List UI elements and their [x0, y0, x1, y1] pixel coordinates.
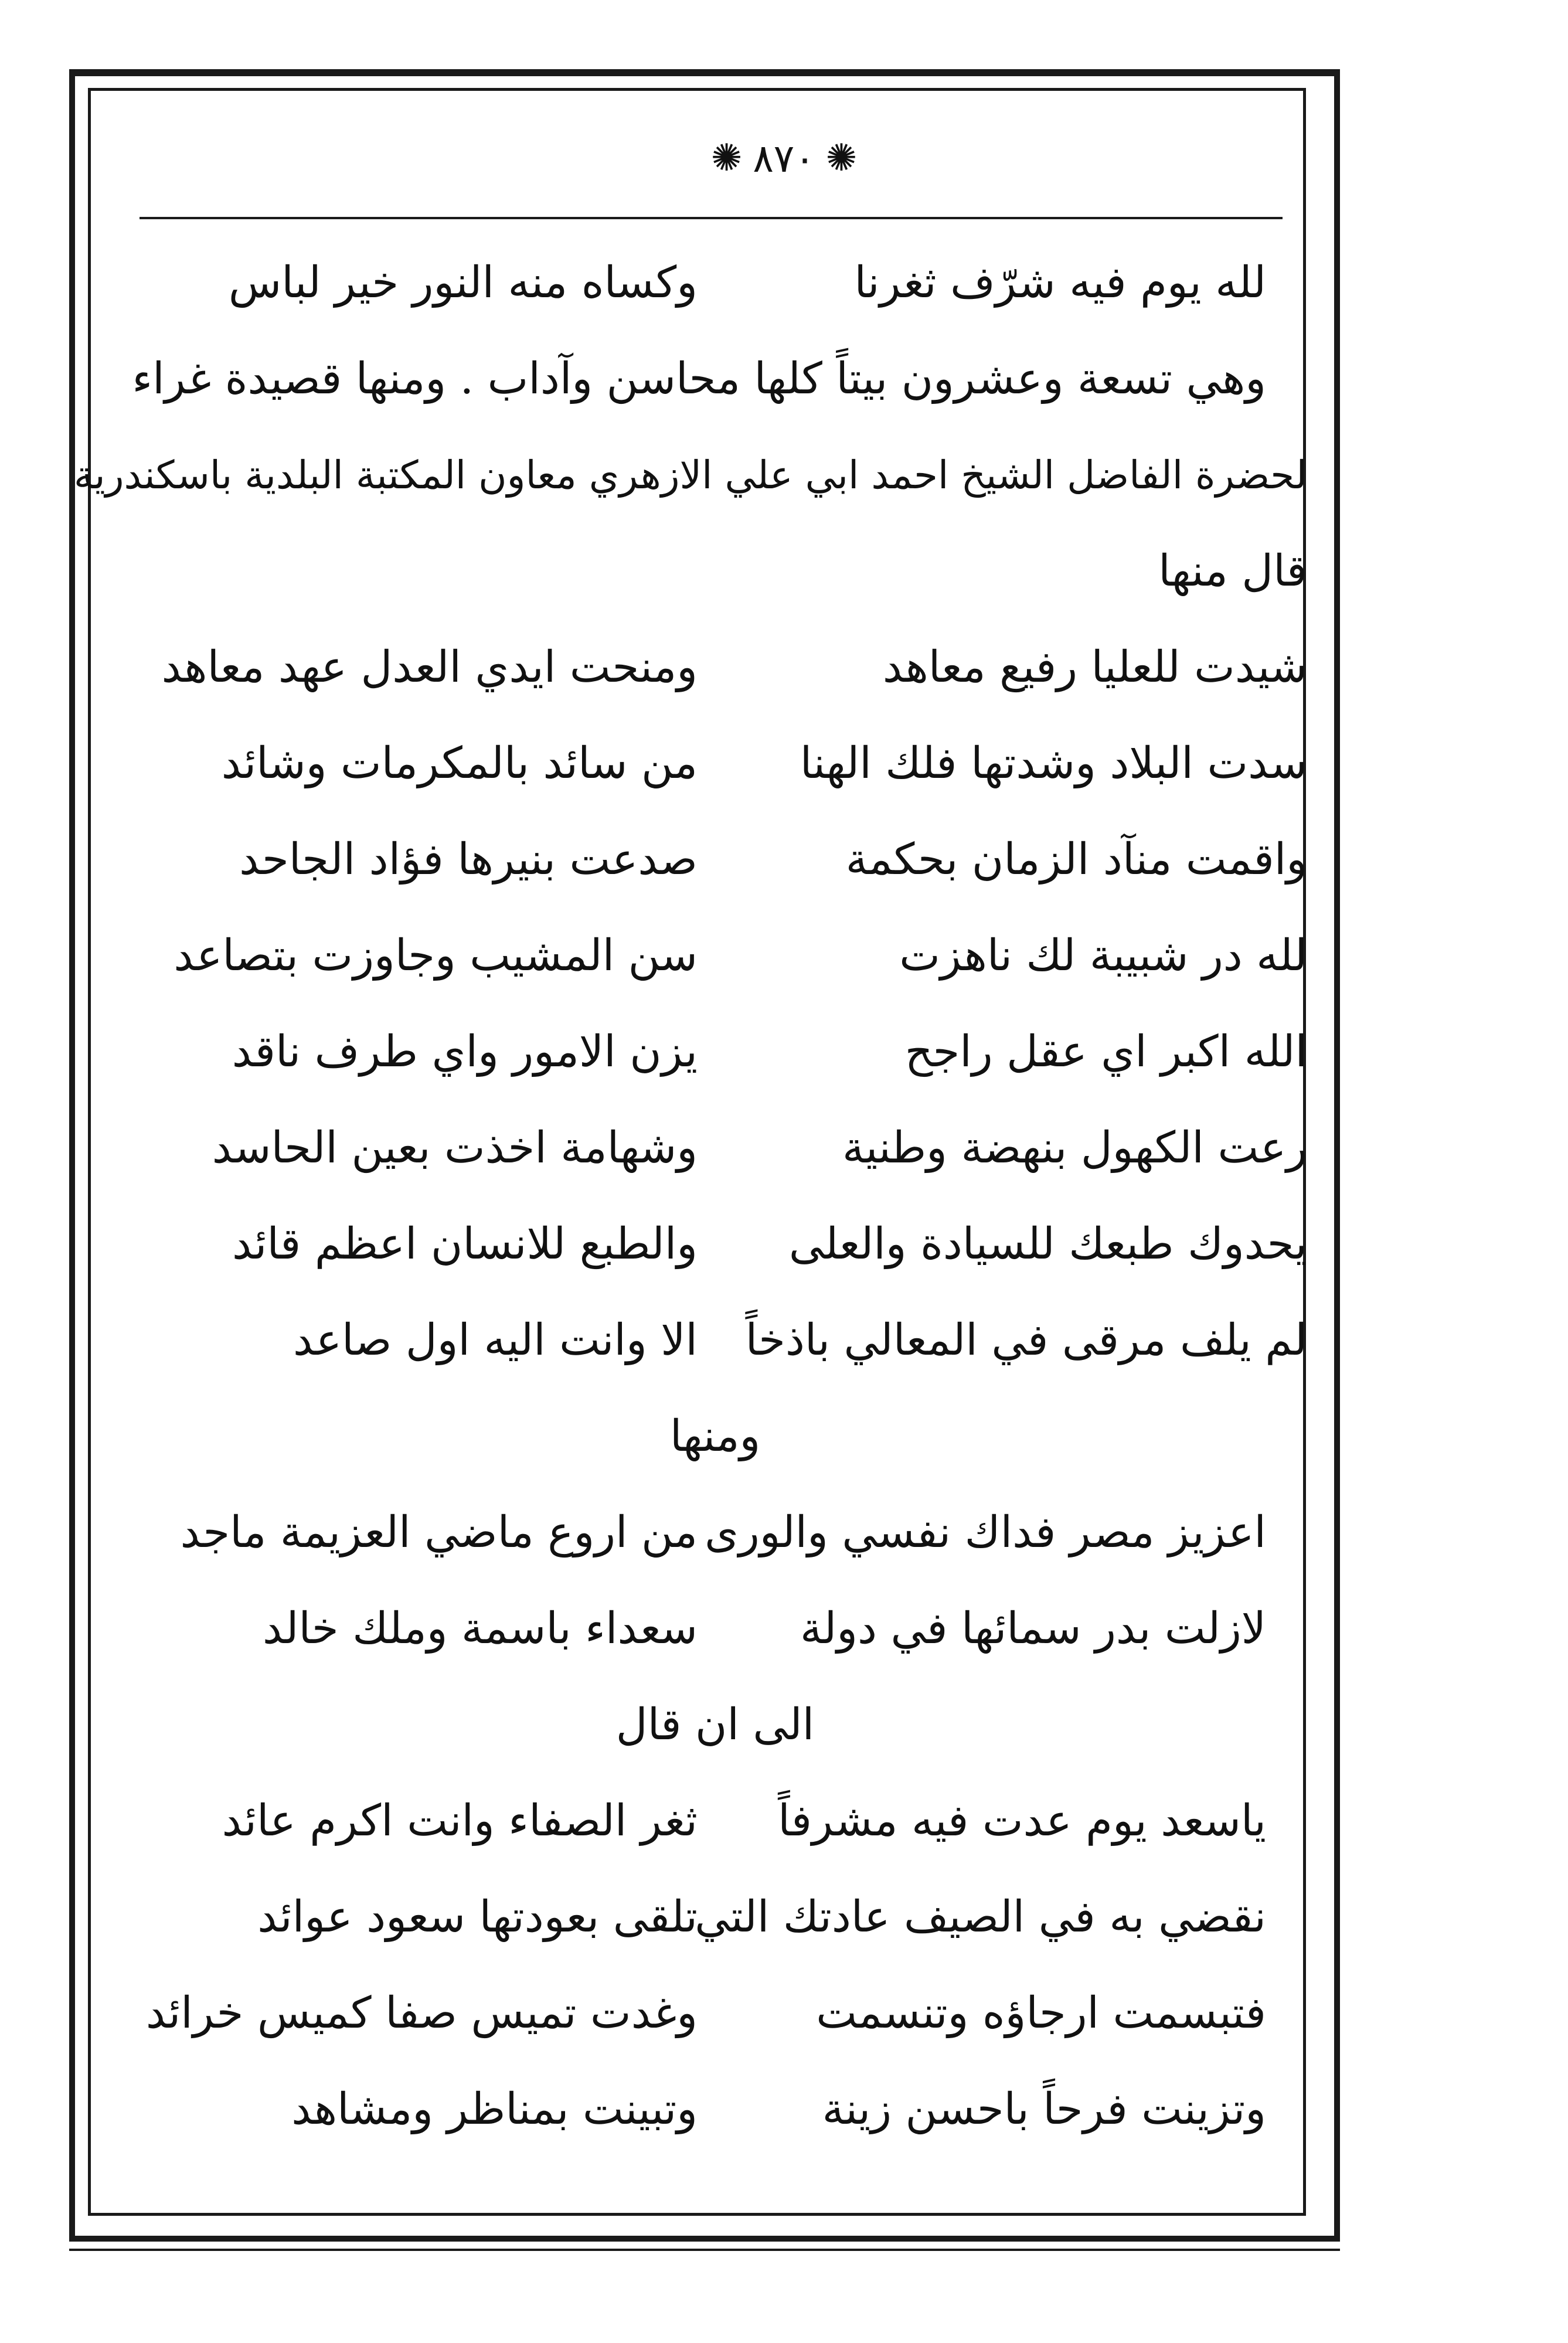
hemistich-first: نقضي به في الصيف عادتك التي — [695, 1892, 1266, 1942]
hemistich-second: تلقى بعودتها سعود عوائد — [257, 1892, 698, 1942]
hemistich-first: وتزينت فرحاً باحسن زينة — [822, 2084, 1266, 2134]
hemistich-second: من سائد بالمكرمات وشائد — [221, 738, 698, 788]
hemistich-first: لم يلف مرقى في المعالي باذخاً — [745, 1315, 1307, 1365]
hemistich-first: واقمت منآد الزمان بحكمة — [845, 834, 1307, 885]
verse-line — [123, 1484, 1307, 1580]
page-header — [0, 123, 1568, 193]
verse-line — [123, 1292, 1307, 1388]
hemistich-second: من اروع ماضي العزيمة ماجد — [180, 1507, 698, 1558]
hemistich-second: وشهامة اخذت بعين الحاسد — [212, 1123, 698, 1173]
hemistich-first: رعت الكهول بنهضة وطنية — [842, 1123, 1307, 1173]
verse-line — [123, 234, 1307, 331]
hemistich-second: سعداء باسمة وملك خالد — [263, 1603, 698, 1654]
heading-text: الى ان قال — [615, 1699, 815, 1750]
hemistich-first: يحدوك طبعك للسيادة والعلى — [788, 1219, 1307, 1269]
hemistich-first: سدت البلاد وشدتها فلك الهنا — [800, 738, 1307, 788]
section-heading — [123, 1677, 1307, 1773]
hemistich-second: وتبينت بمناظر ومشاهد — [291, 2084, 698, 2134]
hemistich-second: يزن الامور واي طرف ناقد — [232, 1026, 698, 1077]
prose-text: قال منها — [1158, 546, 1307, 596]
hemistich-second: وغدت تميس صفا كميس خرائد — [145, 1988, 698, 2038]
hemistich-first: لله يوم فيه شرّف ثغرنا — [854, 257, 1266, 308]
hemistich-second: صدعت بنيرها فؤاد الجاحد — [239, 834, 698, 885]
verse-line — [123, 619, 1307, 715]
prose-line — [123, 523, 1307, 619]
verse-line — [123, 1100, 1307, 1196]
page-number: ٨٧٠ — [753, 135, 815, 181]
section-heading — [123, 1388, 1307, 1484]
hemistich-first: ياسعد يوم عدت فيه مشرفاً — [778, 1795, 1266, 1846]
bottom-rule — [69, 2249, 1340, 2251]
verse-line — [123, 1580, 1307, 1677]
hemistich-second: والطبع للانسان اعظم قائد — [232, 1219, 698, 1269]
hemistich-first: فتبسمت ارجاؤه وتنسمت — [816, 1988, 1266, 2038]
hemistich-second: سن المشيب وجاوزت بتصاعد — [174, 930, 698, 981]
heading-text: ومنها — [669, 1411, 761, 1461]
prose-line — [73, 427, 1307, 523]
header-rule — [140, 217, 1283, 219]
hemistich-second: الا وانت اليه اول صاعد — [293, 1315, 698, 1365]
prose-line — [123, 331, 1307, 427]
verse-line — [123, 811, 1307, 907]
verse-line — [123, 1965, 1307, 2061]
verse-line — [123, 1773, 1307, 1869]
hemistich-first: لازلت بدر سمائها في دولة — [800, 1603, 1266, 1654]
ornament-left-icon: ✺ — [710, 137, 743, 180]
ornament-right-icon: ✺ — [825, 137, 858, 180]
verse-line — [123, 907, 1307, 1004]
hemistich-second: ثغر الصفاء وانت اكرم عائد — [222, 1795, 698, 1846]
hemistich-first: الله اكبر اي عقل راجح — [904, 1026, 1307, 1077]
hemistich-first: لله در شبيبة لك ناهزت — [899, 930, 1307, 981]
prose-text: لحضرة الفاضل الشيخ احمد ابي علي الازهري معاون المكتبة البلدية باسكندرية — [73, 452, 1307, 498]
prose-text: وهي تسعة وعشرون بيتاً كلها محاسن وآداب . ومنها قصيدة غراء — [132, 353, 1266, 404]
verse-line — [123, 1869, 1307, 1965]
verse-line — [123, 715, 1307, 811]
hemistich-second: وكساه منه النور خير لباس — [228, 257, 698, 308]
verse-line — [123, 2061, 1307, 2157]
hemistich-first: شيدت للعليا رفيع معاهد — [882, 642, 1307, 692]
hemistich-first: اعزيز مصر فداك نفسي والورى — [705, 1507, 1266, 1558]
verse-line — [123, 1196, 1307, 1292]
page-body — [73, 234, 1307, 2157]
verse-line — [123, 1004, 1307, 1100]
hemistich-second: ومنحت ايدي العدل عهد معاهد — [161, 642, 698, 692]
